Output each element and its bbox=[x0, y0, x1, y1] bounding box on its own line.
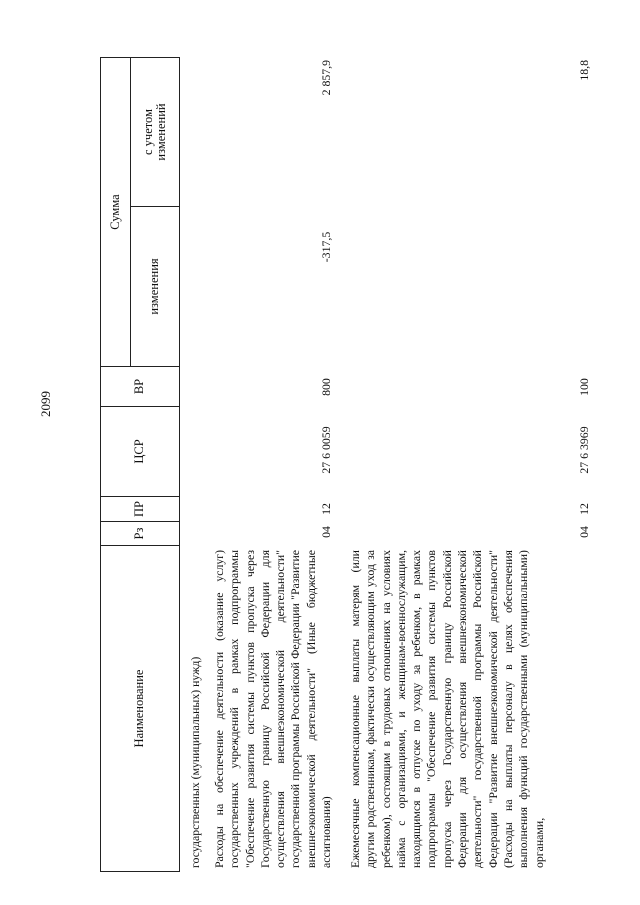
row-s-uchetom: 18,8 bbox=[577, 60, 591, 81]
header-s-uchetom-line1: с учетом bbox=[140, 109, 155, 155]
row-pr: 12 bbox=[577, 503, 591, 515]
page-number: 2099 bbox=[38, 391, 53, 417]
header-rz: Рз bbox=[132, 527, 147, 540]
row-rz: 04 bbox=[577, 526, 591, 538]
row-rz: 04 bbox=[319, 526, 333, 538]
row-vr: 100 bbox=[577, 378, 591, 396]
header-vr: ВР bbox=[132, 378, 147, 395]
header-name: Наименование bbox=[132, 669, 147, 748]
row-pr: 12 bbox=[319, 503, 333, 515]
row-vr: 800 bbox=[319, 378, 333, 396]
header-left-border bbox=[100, 871, 180, 872]
header-csr: ЦСР bbox=[132, 439, 147, 464]
row-s-uchetom: 2 857,9 bbox=[319, 60, 333, 96]
row-izmeneniya: -317,5 bbox=[319, 231, 333, 263]
table-header bbox=[100, 57, 180, 872]
continuation-text: государственных (муниципальных) нужд) bbox=[188, 656, 202, 868]
header-bottom-border bbox=[179, 57, 180, 872]
header-pr: ПР bbox=[132, 501, 147, 517]
row-csr: 27 6 3969 bbox=[577, 426, 591, 474]
header-summa: Сумма bbox=[107, 194, 122, 230]
header-izmeneniya: изменения bbox=[147, 258, 162, 315]
row-name: Ежемесячные компенсационные выплаты матерям (или другим родственникам, фактически осуществляющим уход за ребенком), состоящим в трудовых отношениях на условиях найма с организациями, и женщинам-военнослужащим, находящимся в отпуске по уходу за ребенком, в рамках подпрограммы "Обеспечение развития системы пунктов пропуска через Государственную границу Российской Федерации для осуществления внешнеэкономической деятельности" государственной программы Российской Федерации "Развитие внешнеэкономической деятельности" (Расходы на выплаты персоналу в целях обеспечения выполнения функций государственными (муниципальными) органами, bbox=[348, 550, 546, 868]
row-name: Расходы на обеспечение деятельности (оказание услуг) государственных учреждений в рамках подпрограммы "Обеспечение развития системы пунктов пропуска через Государственную границу Российской Федерации для осуществления внешнеэкономической деятельности" государственной программы Российской Федерации "Развитие внешнеэкономической деятельности" (Иные бюджетные ассигнования) bbox=[212, 550, 334, 868]
header-s-uchetom bbox=[131, 58, 179, 206]
budget-table bbox=[100, 57, 620, 872]
row-csr: 27 6 0059 bbox=[319, 426, 333, 474]
table-row bbox=[212, 57, 337, 872]
header-s-uchetom-line2: изменений bbox=[154, 103, 168, 161]
table-row bbox=[348, 57, 608, 872]
